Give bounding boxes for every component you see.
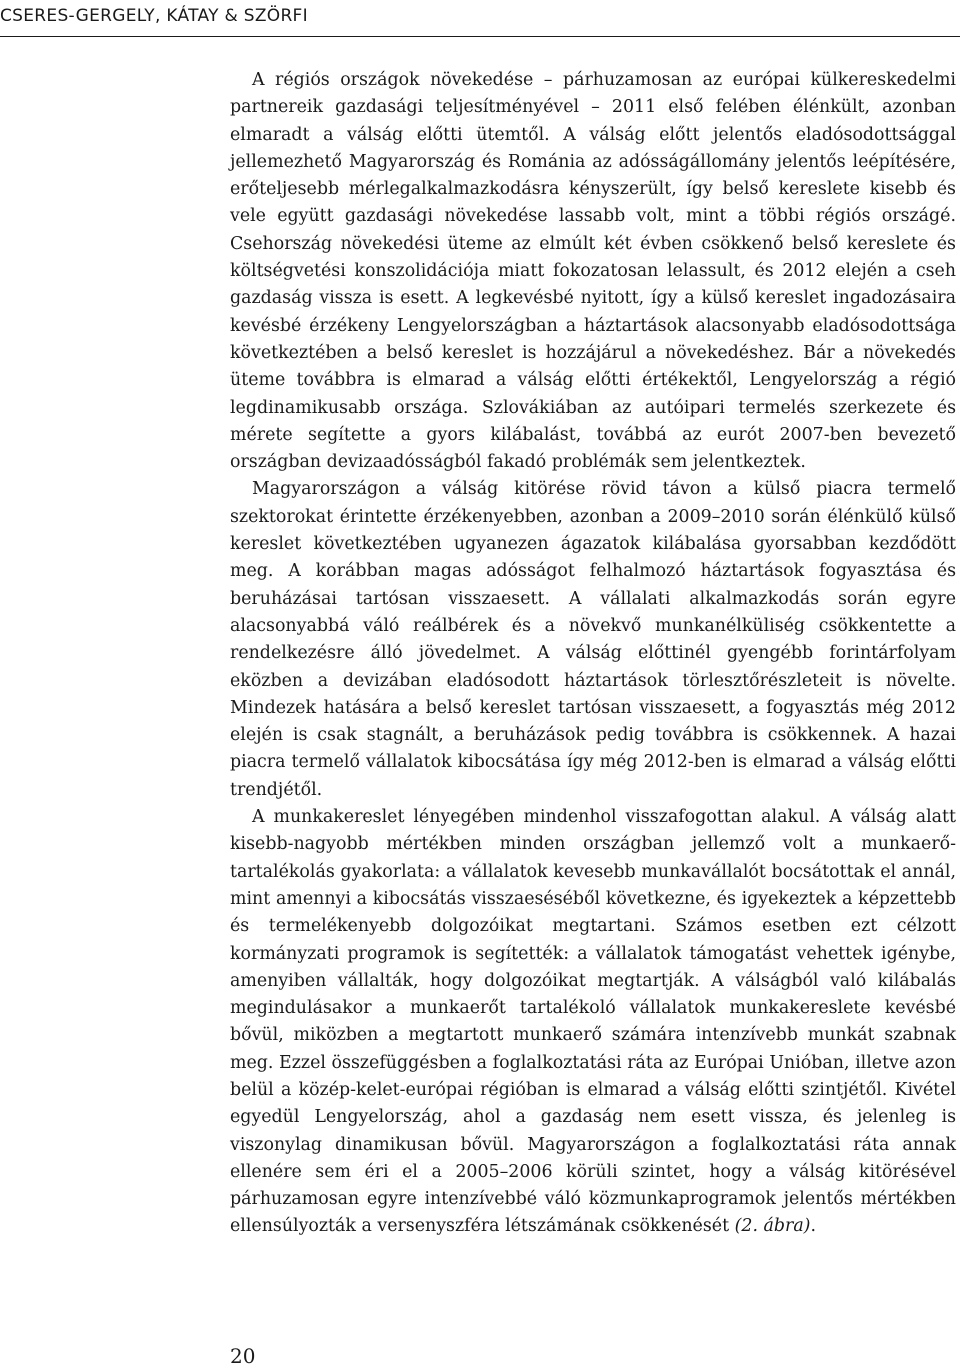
- paragraph-3-text: A munkakereslet lényegében mindenhol visszafogottan alakul. A válság alatt kisebb-nagyobb mértékben minden országban jellemző volt a munkaerő-tartalékolás gyakorlata: a vállalatok kevesebb munkavállalót bocsátottak el annál, mint amennyi a kibocsátás visszaeséséből következne, és igyekeztek a képzettebb és termelékenyebb dolgozóikat megtartani. Számos esetben ezt célzott kormányzati programok is segítették: a vállalatok támogatást vehettek igénybe, amenyiben vállalták, hogy dolgozóikat megtartják. A válságból való kilábalás megindulásakor a munkaerőt tartalékoló vállalatok munkakereslete kevésbé bővül, miközben a megtartott munkaerő számára intenzívebb munkát szabnak meg. Ezzel összefüggésben a foglalkoztatási ráta az Európai Unióban, illetve azon belül a közép-kelet-európai régióban is elmarad a válság előtti szintjétől. Kivétel egyedül Lengyelország, ahol a gazdaság nem esett vissza, és jelenleg is viszonylag dinamikusan bővül. Magyarországon a foglalkoztatási ráta annak ellenére sem éri el a 2005–2006 körüli szintet, hogy a válság kitörésével párhuzamosan egyre intenzívebbé váló közmunkaprogramok jelentős mértékben ellensúlyozták a versenyszféra létszámának csökkenését: [230, 807, 956, 1237]
- paragraph-1: A régiós országok növekedése – párhuzamosan az európai külkereskedelmi partnereik gazdasági teljesítményével – 2011 első felében élénkült, azonban elmaradt a válság előtti ütemtől. A válság előtt jelentős eladósodottsággal jellemezhető Magyarország és Románia az adósságállomány jelentős leépítésére, erőteljesebb mérlegalkalmazkodásra kényszerült, így belső kereslete kisebb és vele együtt gazdasági növekedése lassabb volt, mint a többi régiós országé. Csehország növekedési üteme az elmúlt két évben csökkenő belső kereslete és költségvetési konszolidációja miatt fokozatosan lelassult, és 2012 elején a cseh gazdaság vissza is esett. A legkevésbé nyitott, így a külső kereslet ingadozásaira kevésbé érzékeny Lengyelországban a háztartások alacsonyabb eladósodottsága következtében a belső kereslet is hozzájárul a növekedéshez. Bár a növekedés üteme továbbra is elmarad a válság előtti értékektől, Lengyelország a régió legdinamikusabb országa. Szlovákiában az autóipari termelés szerkezete és mérete segítette a gyors kilábalást, továbbá az eurót 2007-ben bevezető országban devizaadósságból fakadó problémák sem jelentkeztek.: [230, 70, 956, 473]
- paragraph-2: Magyarországon a válság kitörése rövid távon a külső piacra termelő szektorokat érintette érzékenyebben, azonban a 2009–2010 során élénkülő külső kereslet következtében ugyanezen ágazatok kilábalása gyorsabban kezdődött meg. A korábban magas adósságot felhalmozó háztartások fogyasztása és beruházásai tartósan visszaesett. A vállalati alkalmazkodás során egyre alacsonyabbá váló reálbérek és a növekvő munkanélküliség csökkentette a rendelkezésre álló jövedelmet. A válság előttinél gyengébb forintárfolyam eközben a devizában eladósodott háztartások törlesztőrészleteit is növelte. Mindezek hatására a belső kereslet tartósan visszaesett, a fogyasztás még 2012 elején is csak stagnált, a beruházások pedig továbbra is csökkennek. A hazai piacra termelő vállalatok kibocsátása így még 2012-ben is elmarad a válság előtti trendjétől.: [230, 479, 956, 800]
- paragraph-3-end: .: [810, 1216, 816, 1237]
- page-number: 20: [230, 1344, 256, 1368]
- header-rule: [0, 36, 960, 37]
- figure-reference: (2. ábra): [734, 1216, 811, 1237]
- body-text: [230, 67, 956, 1241]
- paragraph-3: [230, 804, 956, 1241]
- running-header: CSERES-GERGELY, KÁTAY & SZÖRFI: [0, 6, 308, 26]
